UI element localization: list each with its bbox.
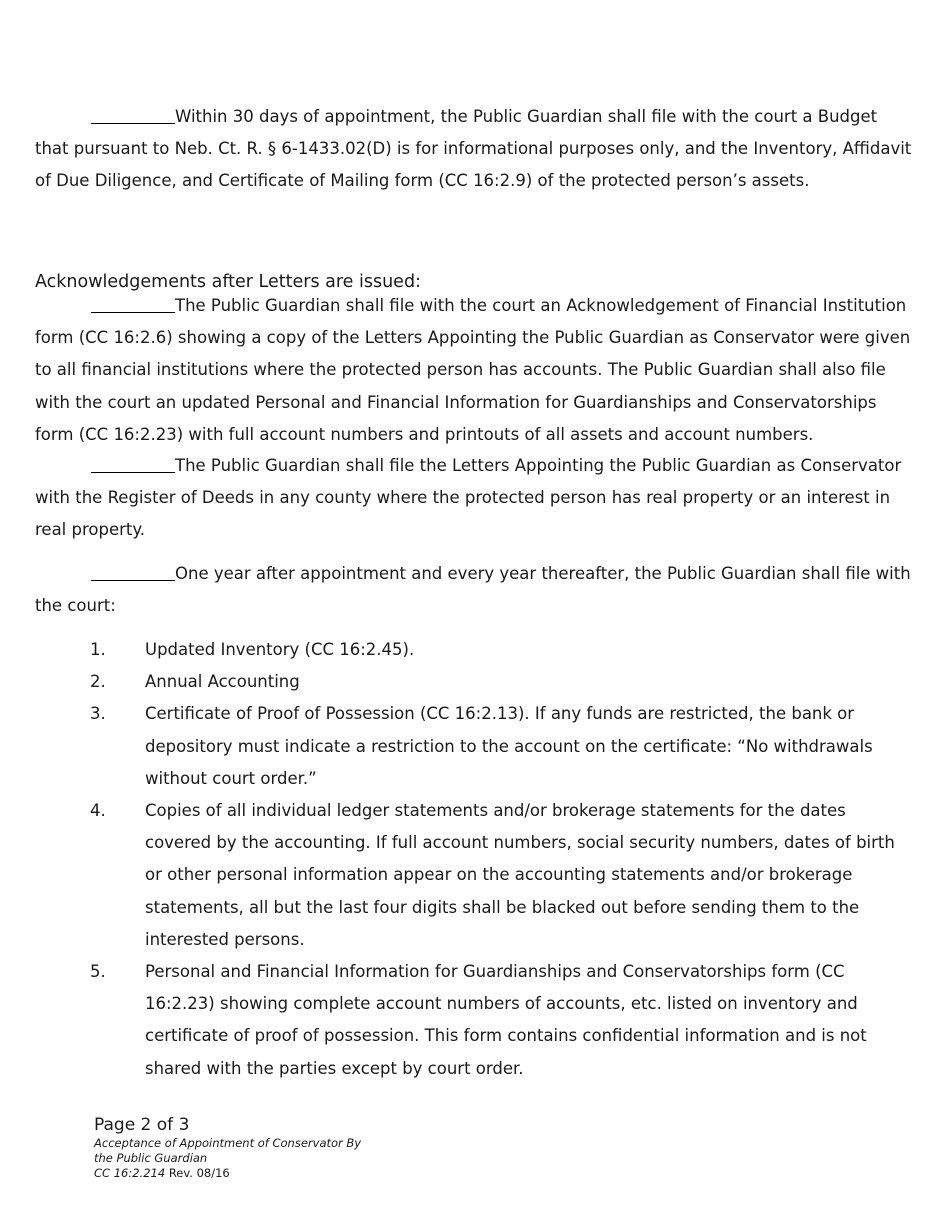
list-item [90, 956, 910, 1085]
list-number: 4. [90, 801, 106, 821]
annual-paragraph [35, 558, 915, 622]
list-text: Certificate of Proof of Possession (CC 16:2.13). If any funds are restricted, the bank or depository must indicate a restriction to the account on the certificate: “No withdrawals without court order.” [145, 704, 873, 788]
register-paragraph [35, 450, 915, 547]
form-title-line1: Acceptance of Appointment of Conservator By [94, 1136, 362, 1150]
initial-blank-line [91, 103, 175, 124]
list-number: 2. [90, 672, 106, 692]
page-footer [94, 1114, 361, 1181]
budget-paragraph [35, 101, 915, 198]
initial-blank-line [91, 560, 175, 581]
form-title-line2: the Public Guardian [94, 1151, 208, 1165]
list-number: 5. [90, 962, 106, 982]
acknowledgement-paragraph [35, 290, 915, 451]
list-text: Annual Accounting [145, 672, 300, 692]
initial-blank-line [91, 452, 175, 473]
list-number: 3. [90, 704, 106, 724]
list-number: 1. [90, 640, 106, 659]
initial-blank-line [91, 292, 175, 313]
list-text: Updated Inventory (CC 16:2.45). [145, 640, 415, 659]
list-item [90, 795, 910, 956]
list-text: Personal and Financial Information for Guardianships and Conservatorships form (CC 16:2.23) showing complete account numbers of accounts, etc. listed on inventory and certificate of proof of possession. This form contains confidential information and is not shared with the parties except by court order. [145, 962, 867, 1078]
annual-text: One year after appointment and every year thereafter, the Public Guardian shall file with the court: [35, 564, 911, 616]
list-item [90, 698, 910, 795]
list-text: Copies of all individual ledger statements and/or brokerage statements for the dates covered by the accounting. If full account numbers, social security numbers, dates of birth or other personal information appear on the accounting statements and/or brokerage statements, all but the last four digits shall be blacked out before sending them to the interested persons. [145, 801, 895, 949]
section-heading: Acknowledgements after Letters are issued: [35, 272, 421, 292]
annual-filing-list [90, 634, 910, 1085]
page-number: Page 2 of 3 [94, 1115, 190, 1135]
budget-text: Within 30 days of appointment, the Public Guardian shall file with the court a Budget that pursuant to Neb. Ct. R. § 6-1433.02(D) is for informational purposes only, and the Inventory, Affidavit of Due Diligence, and Certificate of Mailing form (CC 16:2.9) of the protected person’s assets. [35, 107, 912, 191]
form-revision: Rev. 08/16 [168, 1166, 230, 1180]
register-text: The Public Guardian shall file the Letters Appointing the Public Guardian as Conservator with the Register of Deeds in any county where the protected person has real property or an interest in real property. [35, 456, 902, 540]
list-item [90, 666, 910, 698]
list-item [90, 634, 910, 666]
form-code: CC 16:2.214 [94, 1166, 166, 1180]
acknowledgement-text: The Public Guardian shall file with the court an Acknowledgement of Financial Institution form (CC 16:2.6) showing a copy of the Letters Appointing the Public Guardian as Conservator were given to all financial institutions where the protected person has accounts. The Public Guardian shall also file with the court an updated Personal and Financial Information for Guardianships and Conservatorships form (CC 16:2.23) with full account numbers and printouts of all assets and account numbers. [35, 296, 911, 444]
form-code-line [94, 1166, 361, 1181]
